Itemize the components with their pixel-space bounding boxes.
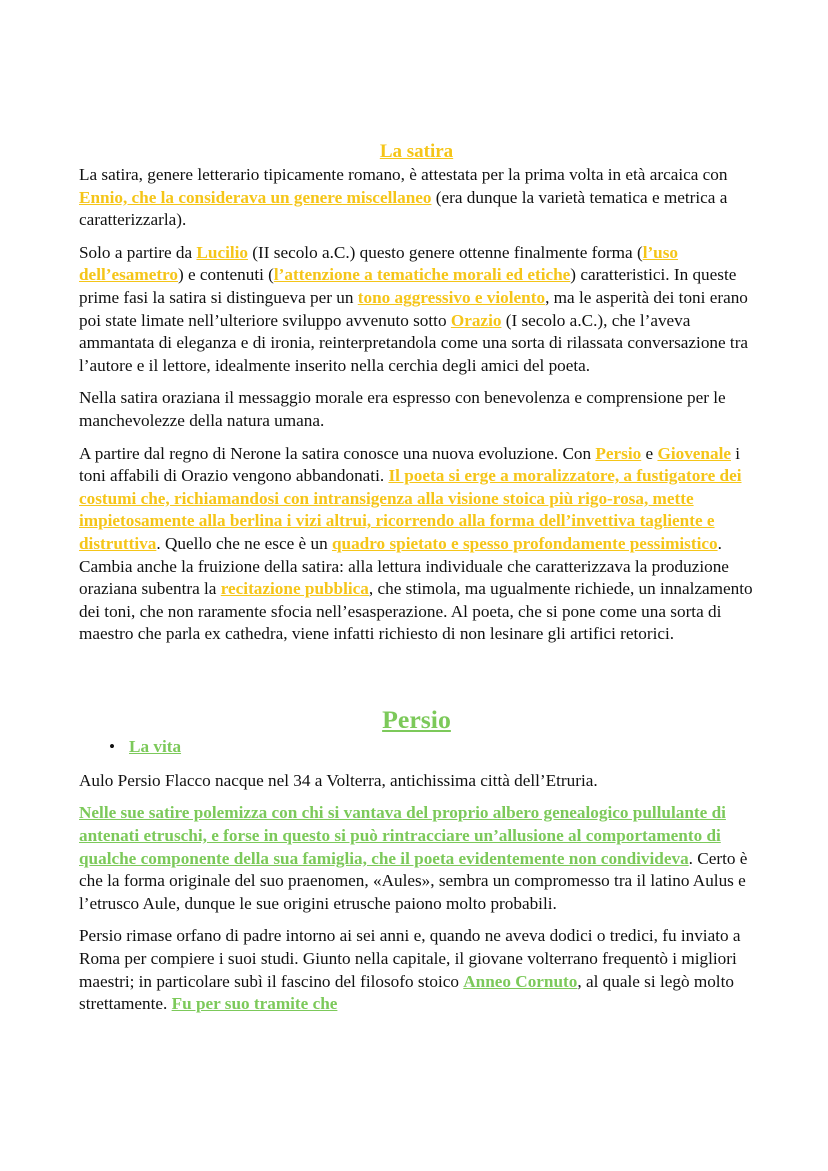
paragraph: [79, 164, 754, 232]
paragraph: [79, 242, 754, 378]
highlight-yellow: l’attenzione a tematiche morali ed etiche: [273, 265, 571, 285]
text-run: e: [641, 443, 658, 463]
text-run: Aulo Persio Flacco nacque nel 34 a Volterra, antichissima città dell’Etruria.: [79, 770, 598, 790]
text-run: , ma le asperità dei toni erano poi state limate nell’ulteriore sviluppo avvenuto sotto: [79, 287, 748, 330]
bullet-list: [79, 736, 754, 758]
bullet-icon: •: [109, 736, 116, 756]
document-page: [79, 140, 754, 1026]
highlight-green: Nelle sue satire polemizza con chi si vantava del proprio albero genealogico pullulante di antenati etruschi, e forse in questo si può rintracciare un’allusione al comportamento di qualche componente della sua famiglia, che il poeta evidentemente non condivideva: [79, 803, 726, 868]
section-title-la-satira: La satira: [379, 141, 454, 162]
text-run: (era dunque la varietà tematica e metrica a caratterizzarla).: [79, 187, 728, 230]
text-run: La satira, genere letterario tipicamente romano, è attestata per la prima volta in età arcaica con: [79, 165, 728, 184]
subsection-title-la-vita: La vita: [129, 736, 182, 756]
text-run: , al quale si legò molto strettamente.: [79, 971, 734, 1014]
list-item: [109, 736, 754, 758]
highlight-yellow: l’uso dell’esametro: [79, 242, 679, 285]
highlight-green: Fu per suo tramite che: [171, 994, 338, 1014]
highlight-yellow: recitazione pubblica: [220, 579, 369, 599]
text-run: Solo a partire da: [79, 242, 197, 262]
text-run: ) caratteristici. In queste prime fasi la satira si distingueva per un: [79, 265, 737, 307]
text-run: (I secolo a.C.), che l’aveva ammantata di eleganza e di ironia, reinterpretandola come una sorta di rilassata conversazione tra l’autore e il lettore, idealmente inserito nella cerchia degli amici del poeta.: [79, 310, 749, 375]
text-run: ) e contenuti (: [177, 265, 274, 285]
highlight-yellow: Persio: [595, 443, 642, 463]
text-run: i toni affabili di Orazio vengono abbandonati.: [79, 443, 741, 486]
highlight-yellow: Giovenale: [657, 443, 731, 463]
text-run: A partire dal regno di Nerone la satira conosce una nuova evoluzione. Con: [79, 443, 596, 463]
highlight-yellow: Orazio: [450, 310, 502, 330]
section-title-persio: Persio: [382, 704, 451, 734]
text-run: Persio rimase orfano di padre intorno ai sei anni e, quando ne aveva dodici o tredici, fu inviato a Roma per compiere i suoi studi. Giunto nella capitale, il giovane volterrano frequentò i migliori maestri; in particolare subì il fascino del filosofo stoico: [79, 926, 741, 991]
text-run: (II secolo a.C.) questo genere ottenne finalmente forma (: [248, 242, 643, 262]
text-run: . Certo è che la forma originale del suo praenomen, «Aules», sembra un compromesso tra il latino Aulus e l’etrusco Aule, dunque le sue origini etrusche paiono molto probabili.: [79, 848, 748, 913]
paragraph: [79, 802, 754, 915]
section-gap: [79, 656, 754, 708]
paragraph: [79, 925, 754, 1015]
highlight-yellow: tono aggressivo e violento: [357, 287, 546, 307]
highlight-yellow: Lucilio: [196, 242, 248, 262]
highlight-yellow: Ennio, che la considerava un genere miscellaneo: [79, 187, 432, 207]
highlight-yellow: quadro spietato e spesso profondamente pessimistico: [331, 533, 718, 553]
paragraph: [79, 770, 754, 793]
text-run: . Quello che ne esce è un: [156, 533, 332, 553]
paragraph: [79, 387, 754, 432]
text-run: , che stimola, ma ugualmente richiede, un innalzamento dei toni, che non raramente sfocia nell’esasperazione. Al poeta, che si pone come una sorta di maestro che parla ex cathedra, viene infatti richiesto di non lesinare gli artifici retorici.: [79, 579, 753, 644]
highlight-green: Anneo Cornuto: [463, 971, 578, 991]
highlight-yellow: Il poeta si erge a moralizzatore, a fustigatore dei costumi che, richiamandosi con intransigenza alla visione stoica più rigo-rosa, mette impietosamente alla berlina i vizi altrui, ricorrendo alla forma dell’invettiva tagliente e distruttiva: [79, 466, 742, 553]
text-run: . Cambia anche la fruizione della satira: alla lettura individuale che caratterizzava la produzione oraziana subentra la: [79, 533, 729, 599]
text-run: Nella satira oraziana il messaggio morale era espresso con benevolenza e comprensione per le manchevolezze della natura umana.: [79, 388, 726, 430]
paragraph: [79, 443, 754, 646]
